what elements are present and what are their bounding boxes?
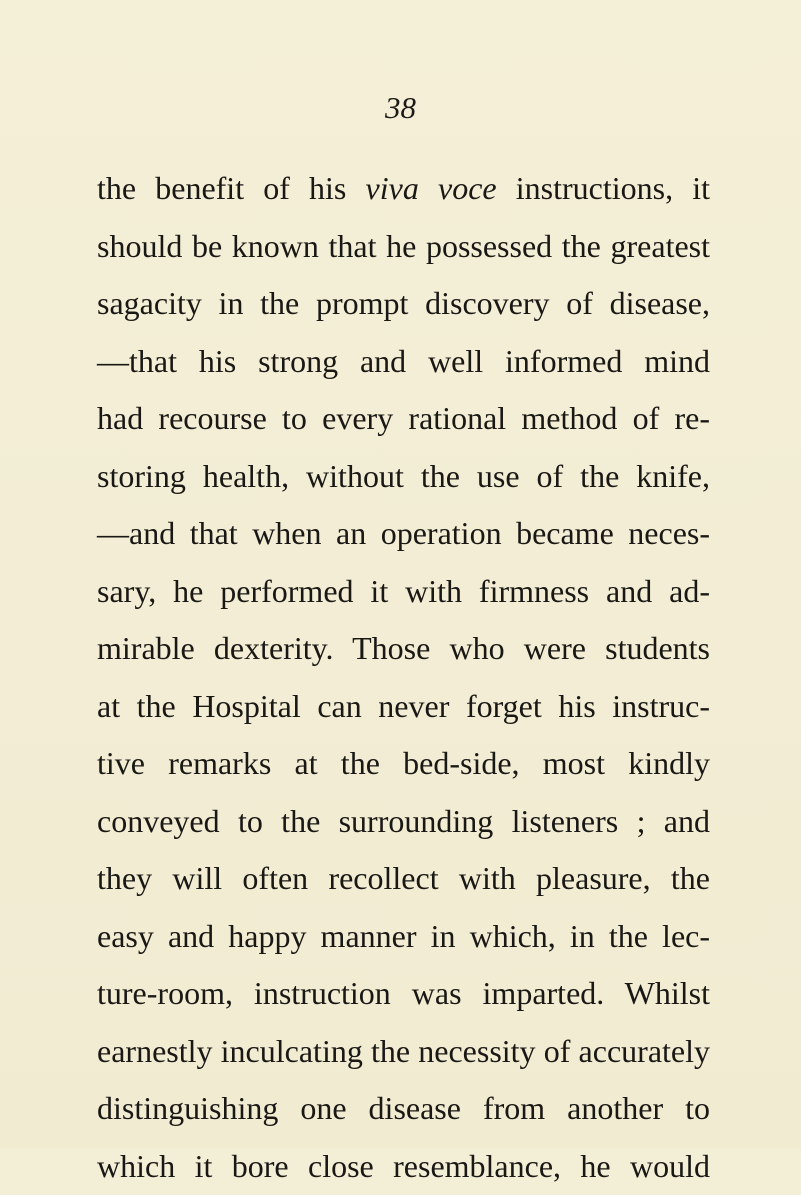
text-line: at the Hospital can never forget his instruc-	[97, 678, 710, 736]
text-line: they will often recollect with pleasure, the	[97, 850, 710, 908]
italic-phrase: viva voce	[366, 170, 497, 206]
text-line: conveyed to the surrounding listeners ; and	[97, 793, 710, 851]
text-line: sary, he performed it with firmness and ad-	[97, 563, 710, 621]
body-text	[97, 160, 710, 1195]
text-line: —and that when an operation became neces-	[97, 505, 710, 563]
text-line: should be known that he possessed the greatest	[97, 218, 710, 276]
text-line: which it bore close resemblance, he would	[97, 1138, 710, 1195]
text-line: mirable dexterity. Those who were students	[97, 620, 710, 678]
text-line: earnestly inculcating the necessity of accurately	[97, 1023, 710, 1081]
text-line: tive remarks at the bed-side, most kindly	[97, 735, 710, 793]
text-line	[97, 160, 710, 218]
page-number: 38	[0, 88, 801, 128]
text-line: had recourse to every rational method of re-	[97, 390, 710, 448]
text-segment: the benefit of his	[97, 170, 366, 206]
text-line: storing health, without the use of the knife,	[97, 448, 710, 506]
text-line: sagacity in the prompt discovery of disease,	[97, 275, 710, 333]
text-line: —that his strong and well informed mind	[97, 333, 710, 391]
text-line: ture-room, instruction was imparted. Whilst	[97, 965, 710, 1023]
text-line: easy and happy manner in which, in the lec-	[97, 908, 710, 966]
text-segment: instructions, it	[497, 170, 710, 206]
text-line: distinguishing one disease from another to	[97, 1080, 710, 1138]
